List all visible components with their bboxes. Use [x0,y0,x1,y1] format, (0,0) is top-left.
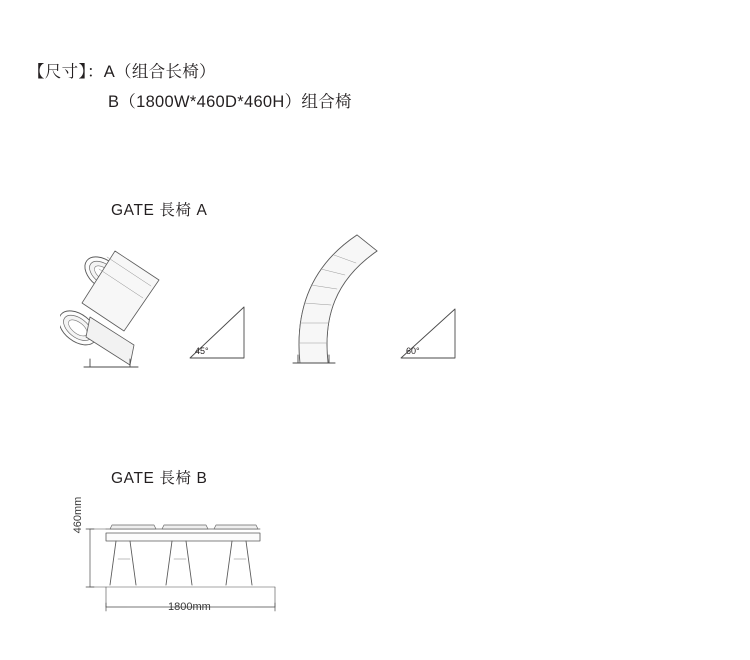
spec-line-a: 【尺寸】：A（组合长椅） [28,63,216,81]
bench-b-svg [60,515,390,625]
spec-line-b: B（1800W*460D*460H）组合椅 [108,93,352,111]
section-caption-bench-b: GATE 長椅 B [111,470,208,487]
angle-label-45: 45° [195,346,209,356]
dimension-label-width: 1800mm [168,601,211,613]
section-caption-bench-a: GATE 長椅 A [111,202,208,219]
angle-label-60: 60° [406,346,420,356]
dimension-label-height: 460mm [72,496,84,534]
technical-drawing-bench-b [60,515,390,625]
bench-a-svg [60,225,530,385]
technical-drawing-bench-a [60,225,530,385]
dimension-spec-block [28,57,352,117]
